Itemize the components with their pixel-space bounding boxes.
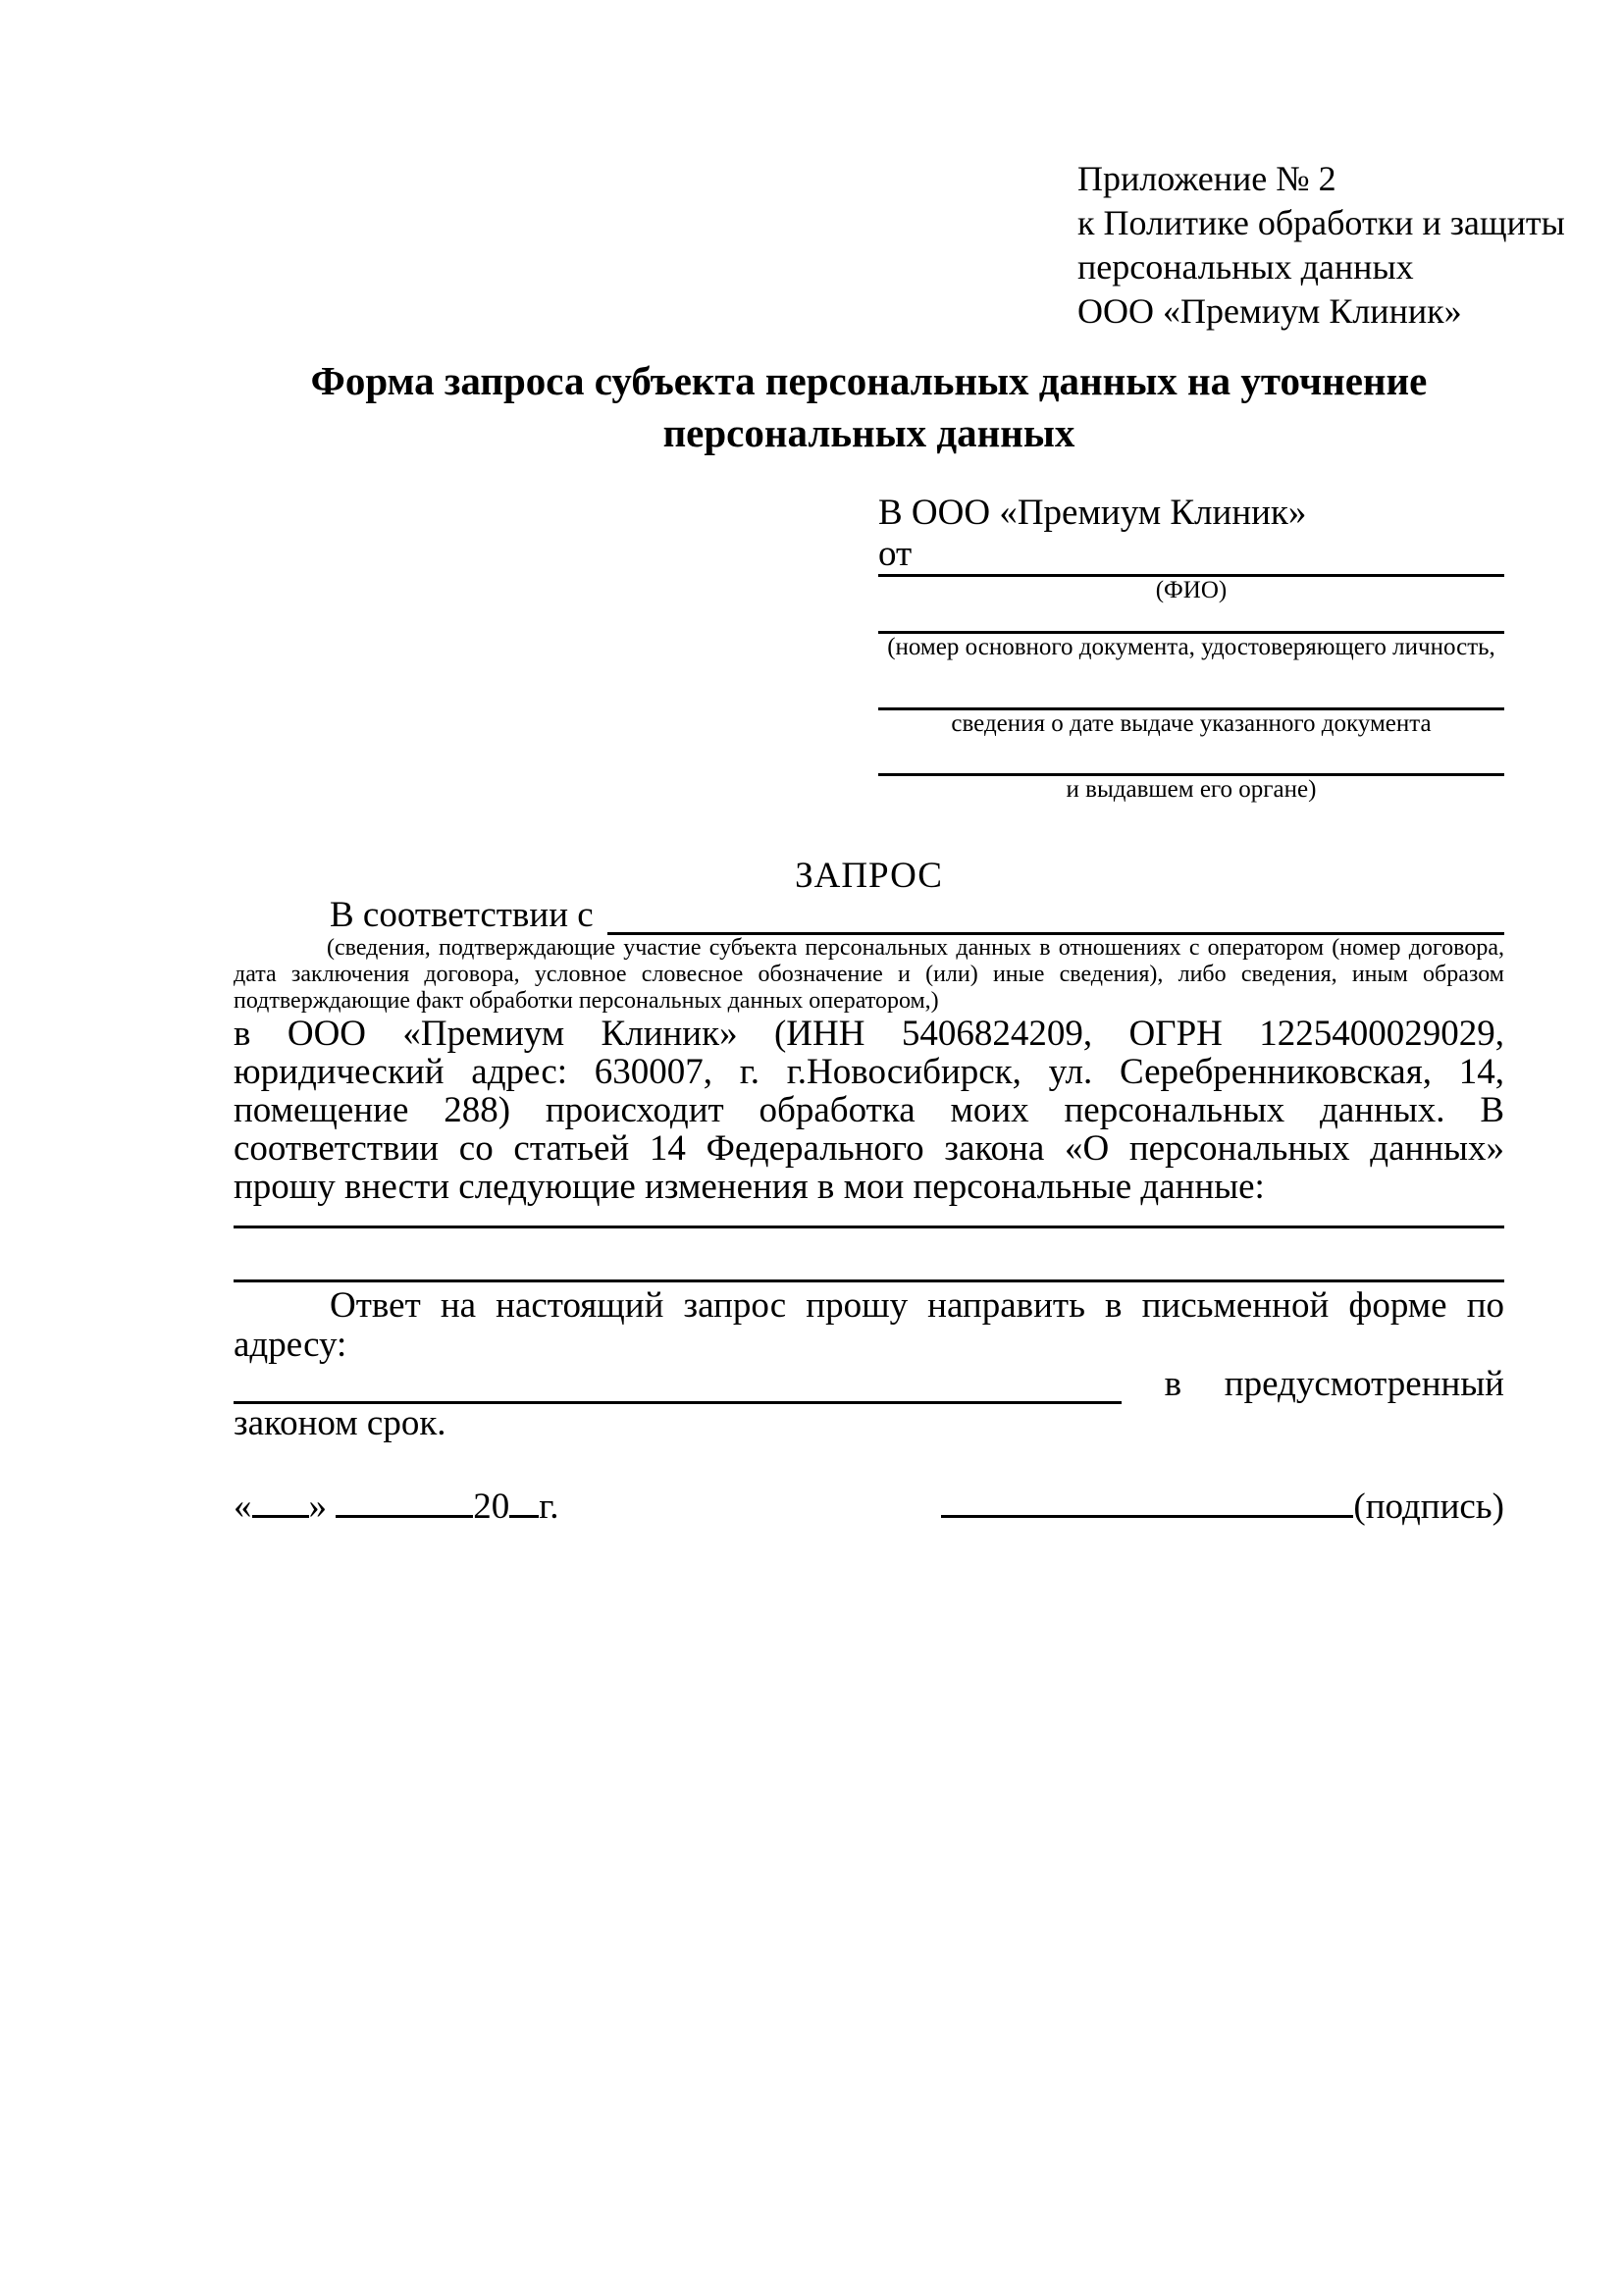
addressee-to: В ООО «Премиум Клиник»: [878, 493, 1307, 533]
signature-row: [234, 1487, 1504, 1528]
issue-date-field-line: [878, 661, 1504, 710]
date-field: [234, 1487, 559, 1528]
signature-field: [941, 1487, 1504, 1528]
date-year-prefix: 20: [473, 1487, 510, 1527]
appendix-block: [1077, 157, 1565, 334]
reply-tail: законом срок.: [234, 1403, 446, 1443]
address-field-line: [234, 1372, 1122, 1404]
issuing-authority-field-caption: и выдавшем его органе): [1066, 776, 1317, 803]
appendix-line: Приложение № 2: [1077, 159, 1336, 198]
reply-paragraph: Ответ на настоящий запрос прошу направить в письменной форме по адресу:: [234, 1285, 1504, 1365]
reply-word: предусмотренный: [1224, 1364, 1504, 1404]
appendix-line: персональных данных: [1077, 247, 1414, 287]
date-close-quote: »: [308, 1487, 327, 1527]
request-heading: ЗАПРОС: [795, 856, 943, 896]
intro-prefix: В соответствии с: [330, 895, 594, 935]
addressee-block: [878, 491, 1504, 804]
addressee-from-label: от: [878, 535, 1504, 577]
intro-note: (сведения, подтверждающие участие субъекта персональных данных в отношениях с оператором (номер договора, дата заключения договора, условное словесное обозначение и (или) иные сведения), либо сведения, иным образом подтверждающие факт обработки персональных данных оператором,): [234, 935, 1504, 1014]
issue-date-field-caption: сведения о дате выдаче указанного документа: [951, 710, 1432, 737]
document-number-field-caption: (номер основного документа, удостоверяющего личность,: [887, 634, 1495, 660]
fio-field-caption: (ФИО): [1155, 577, 1228, 603]
reply-address-row: [234, 1365, 1504, 1404]
changes-field-line-2: [234, 1228, 1504, 1282]
changes-field-line-1: [234, 1206, 1504, 1228]
date-open-quote: «: [234, 1487, 252, 1527]
intro-row: [234, 896, 1504, 935]
signature-line: [941, 1513, 1353, 1518]
date-day-line: [252, 1513, 309, 1518]
date-year-line: [509, 1513, 539, 1518]
basis-field-line: [607, 903, 1504, 935]
date-month-line: [336, 1513, 473, 1518]
signature-caption: (подпись): [1353, 1487, 1504, 1527]
appendix-line: к Политике обработки и защиты: [1077, 203, 1565, 242]
date-spacer: [327, 1487, 336, 1527]
page-title: Форма запроса субъекта персональных данных на уточнение персональных данных: [310, 358, 1428, 455]
date-year-suffix: г.: [539, 1487, 559, 1527]
reply-word: в: [1164, 1364, 1182, 1404]
issuing-authority-field-line: [878, 738, 1504, 776]
request-body: в ООО «Премиум Клиник» (ИНН 5406824209, ОГРН 1225400029029, юридический адрес: 630007, г. г.Новосибирск, ул. Серебренниковская, 14, помещение 288) происходит обработка моих персональных данных. В соответствии со статьей 14 Федерального закона «О персональных данных» прошу внести следующие изменения в мои персональные данные:: [234, 1014, 1504, 1207]
appendix-line: ООО «Премиум Клиник»: [1077, 291, 1462, 331]
document-number-field-line: [878, 604, 1504, 634]
